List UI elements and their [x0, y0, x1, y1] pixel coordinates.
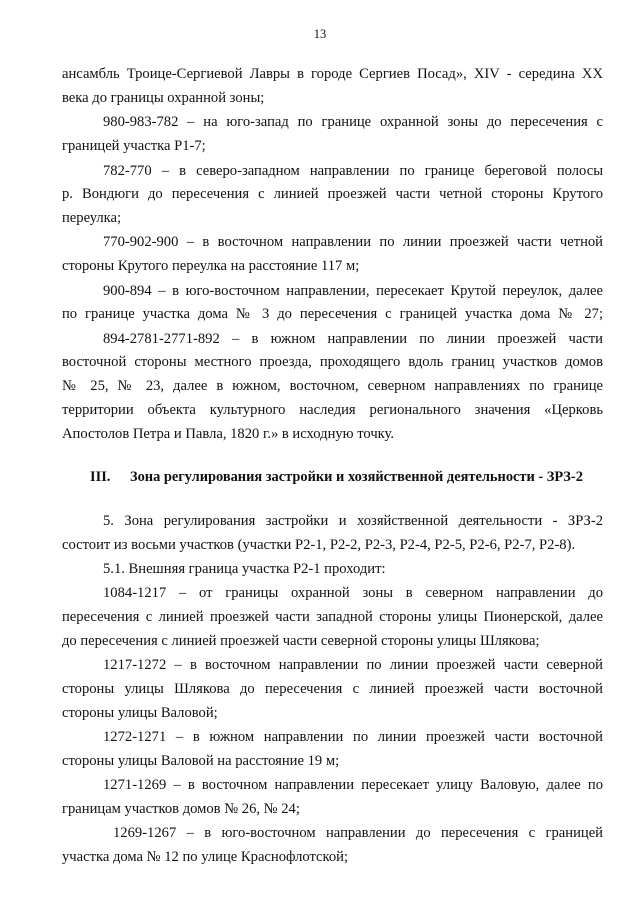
text-line: 5.1. Внешняя граница участка Р2-1 проходит: — [103, 561, 386, 577]
text-line: Апостолов Петра и Павла, 1820 г.» в исходную точку. — [62, 426, 395, 442]
text-line: границей участка Р1-7; — [62, 138, 206, 154]
text-line: стороны улицы Валовой на расстояние 19 м; — [62, 753, 340, 769]
text-line: № 25, № 23, далее в южном, восточном, северном направлениях по границе — [62, 378, 603, 394]
text-line: территории объекта культурного наследия регионального значения «Церковь — [62, 402, 603, 418]
text-line: стороны Крутого переулка на расстояние 117 м; — [62, 258, 360, 274]
text-line: восточной стороны местного проезда, проходящего вдоль границ участков домов — [62, 354, 603, 370]
text-line: 980-983-782 – на юго-запад по границе охранной зоны до пересечения с — [103, 114, 603, 130]
section-heading — [90, 468, 603, 486]
text-line: 770-902-900 – в восточном направлении по линии проезжей части четной — [103, 234, 603, 250]
text-line: 782-770 – в северо-западном направлении по границе береговой полосы — [103, 163, 603, 179]
text-line: 900-894 – в юго-восточном направлении, пересекает Крутой переулок, далее — [103, 283, 603, 299]
text-line: 894-2781-2771-892 – в южном направлении по линии проезжей части — [103, 331, 603, 347]
text-line: ансамбль Троице-Сергиевой Лавры в городе Сергиев Посад», XIV - середина XX — [62, 66, 603, 82]
text-line: по границе участка дома № 3 до пересечения с границей участка дома № 27; — [62, 306, 603, 322]
page-number: 13 — [313, 27, 327, 41]
text-line: стороны улицы Валовой; — [62, 705, 218, 721]
text-line: стороны улицы Шлякова до пересечения с линией проезжей части восточной — [62, 681, 603, 697]
text-line: 1272-1271 – в южном направлении по линии проезжей части восточной — [103, 729, 603, 745]
text-line: состоит из восьми участков (участки Р2-1, Р2-2, Р2-3, Р2-4, Р2-5, Р2-6, Р2-7, Р2-8). — [62, 537, 576, 553]
section-title: Зона регулирования застройки и хозяйственной деятельности - ЗРЗ-2 — [130, 469, 583, 485]
text-line: 1269-1267 – в юго-восточном направлении до пересечения с границей — [113, 825, 603, 841]
text-line: пересечения с линией проезжей части западной стороны улицы Пионерской, далее — [62, 609, 603, 625]
text-line: границам участков домов № 26, № 24; — [62, 801, 300, 817]
text-line: 1271-1269 – в восточном направлении пересекает улицу Валовую, далее по — [103, 777, 603, 793]
text-line: до пересечения с линией проезжей части северной стороны улицы Шлякова; — [62, 633, 540, 649]
text-line: 5. Зона регулирования застройки и хозяйственной деятельности - ЗРЗ-2 — [103, 513, 603, 529]
text-line: переулка; — [62, 210, 122, 226]
text-line: 1084-1217 – от границы охранной зоны в северном направлении до — [103, 585, 603, 601]
text-line: р. Вондюги до пересечения с линией проезжей части четной стороны Крутого — [62, 186, 603, 202]
text-line: участка дома № 12 по улице Краснофлотской; — [62, 849, 349, 865]
text-line: 1217-1272 – в восточном направлении по линии проезжей части северной — [103, 657, 603, 673]
section-number: III. — [90, 469, 111, 485]
text-line: века до границы охранной зоны; — [62, 90, 265, 106]
